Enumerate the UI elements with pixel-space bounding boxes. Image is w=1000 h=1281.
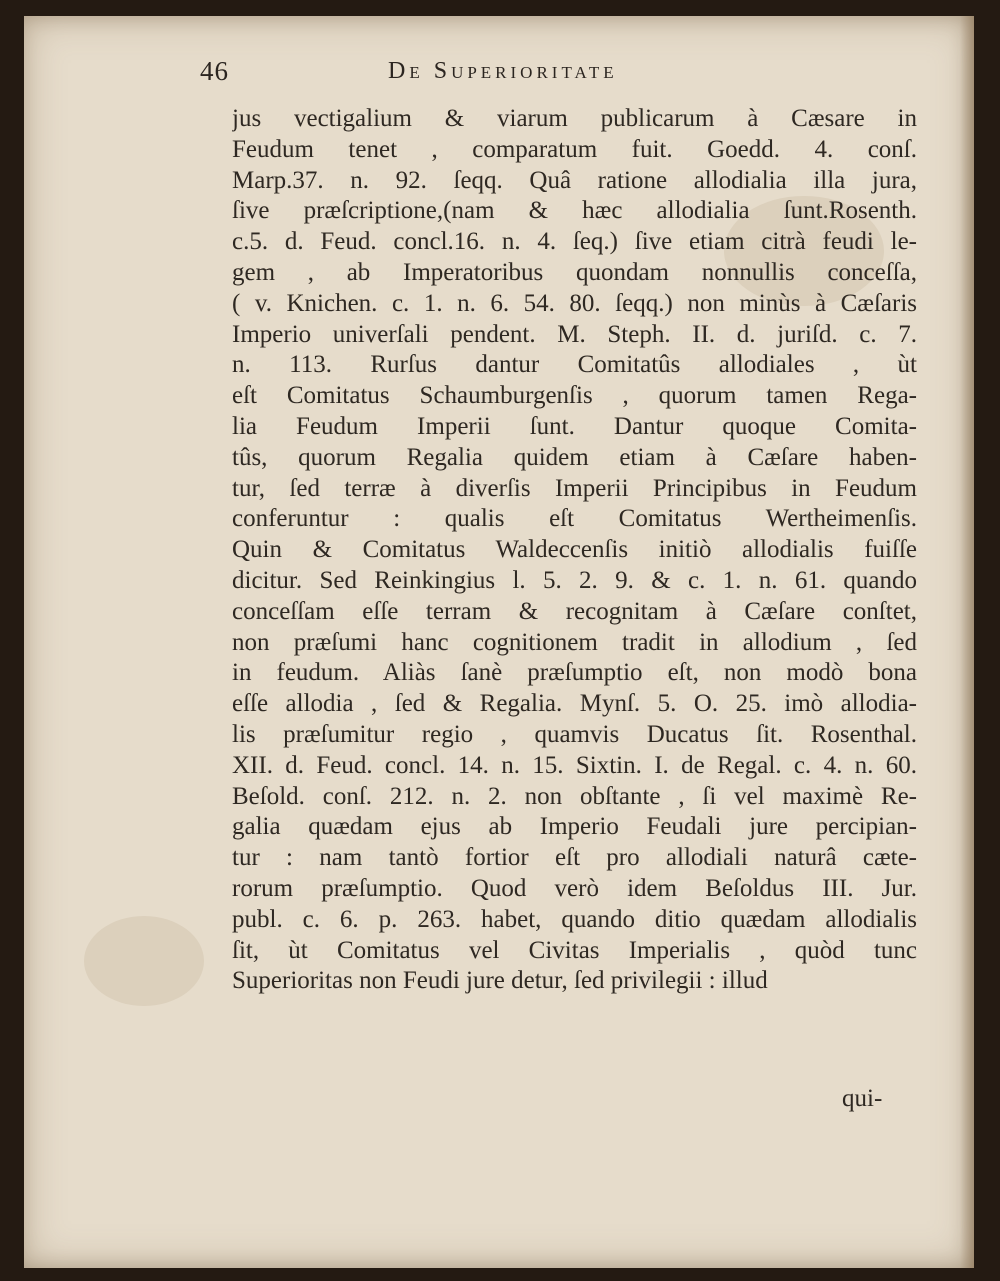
- text-line: tûs, quorum Regalia quidem etiam à Cæſare haben-: [232, 443, 917, 471]
- page-number: 46: [200, 56, 229, 86]
- text-line: eſſe allodia , ſed & Regalia. Mynſ. 5. O. 25. imò allodia-: [232, 690, 917, 718]
- text-line: in feudum. Aliàs ſanè præſumptio eſt, non modò bona: [232, 659, 917, 687]
- text-line: n. 113. Rurſus dantur Comitatûs allodiales , ùt: [232, 351, 917, 379]
- page-edge-shadow: [960, 16, 974, 1268]
- text-line: rorum præſumptio. Quod verò idem Beſoldus III. Jur.: [232, 874, 917, 902]
- text-line: Feudum tenet , comparatum fuit. Goedd. 4. conſ.: [232, 135, 917, 163]
- page-header: [200, 56, 880, 96]
- paper-stain: [84, 916, 204, 1006]
- running-title: De Superioritate: [388, 58, 618, 84]
- text-line: ſit, ùt Comitatus vel Civitas Imperialis , quòd tunc: [232, 936, 917, 964]
- text-line: Superioritas non Feudi jure detur, ſed privilegii : illud: [232, 967, 768, 995]
- text-line: lis præſumitur regio , quamvis Ducatus ſit. Rosenthal.: [232, 720, 917, 748]
- body-text: [232, 104, 917, 997]
- text-line: ( v. Knichen. c. 1. n. 6. 54. 80. ſeqq.) non minùs à Cæſaris: [232, 289, 917, 317]
- text-line: lia Feudum Imperii ſunt. Dantur quoque Comita-: [232, 412, 917, 440]
- text-line: tur, ſed terræ à diverſis Imperii Principibus in Feudum: [232, 474, 917, 502]
- text-line: publ. c. 6. p. 263. habet, quando ditio quædam allodialis: [232, 905, 917, 933]
- text-line: c.5. d. Feud. concl.16. n. 4. ſeq.) ſive etiam citrà feudi le-: [232, 228, 917, 256]
- text-line: conferuntur : qualis eſt Comitatus Wertheimenſis.: [232, 505, 917, 533]
- text-line: eſt Comitatus Schaumburgenſis , quorum tamen Rega-: [232, 382, 917, 410]
- catchword: qui-: [842, 1085, 883, 1112]
- text-line: Quin & Comitatus Waldeccenſis initiò allodialis fuiſſe: [232, 536, 917, 564]
- text-line: tur : nam tantò fortior eſt pro allodiali naturâ cæte-: [232, 844, 917, 872]
- text-line: Marp.37. n. 92. ſeqq. Quâ ratione allodialia illa jura,: [232, 166, 917, 194]
- text-line: jus vectigalium & viarum publicarum à Cæsare in: [232, 105, 917, 132]
- text-line: Imperio univerſali pendent. M. Steph. II. d. juriſd. c. 7.: [232, 320, 917, 348]
- text-line: non præſumi hanc cognitionem tradit in allodium , ſed: [232, 628, 917, 656]
- text-line: gem , ab Imperatoribus quondam nonnullis conceſſa,: [232, 258, 917, 286]
- text-line: XII. d. Feud. concl. 14. n. 15. Sixtin. I. de Regal. c. 4. n. 60.: [232, 751, 917, 779]
- text-line: ſive præſcriptione,(nam & hæc allodialia ſunt.Rosenth.: [232, 197, 917, 225]
- text-line: galia quædam ejus ab Imperio Feudali jure percipian-: [232, 813, 917, 841]
- text-line: dicitur. Sed Reinkingius l. 5. 2. 9. & c. 1. n. 61. quando: [232, 566, 917, 594]
- text-line: conceſſam eſſe terram & recognitam à Cæſare conſtet,: [232, 597, 917, 625]
- text-line: Beſold. conſ. 212. n. 2. non obſtante , ſi vel maximè Re-: [232, 782, 917, 810]
